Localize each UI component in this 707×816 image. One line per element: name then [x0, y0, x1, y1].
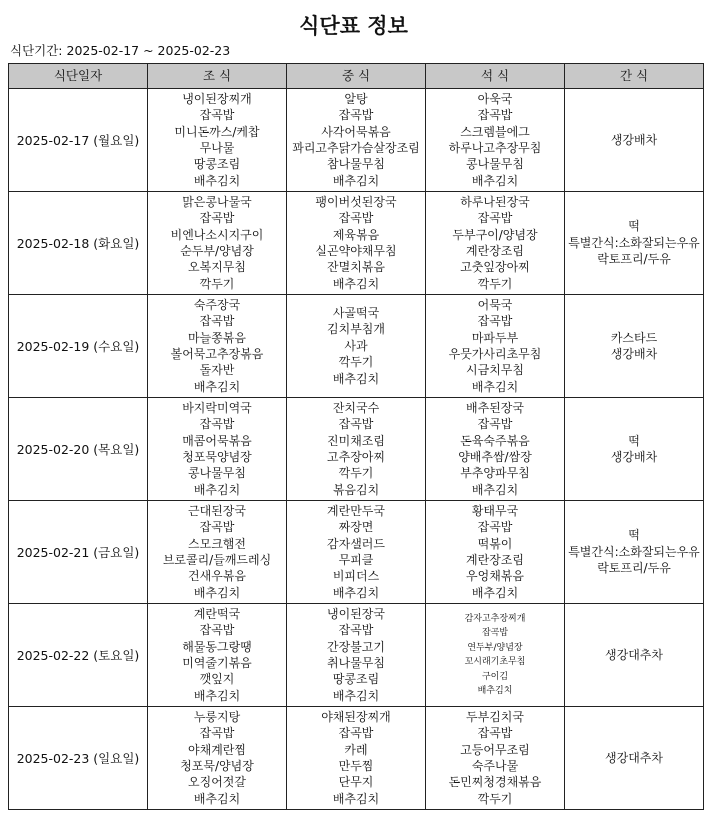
menu-item: 마늘쫑볶음 — [188, 330, 246, 345]
menu-item: 생강배차 — [610, 450, 658, 464]
date-cell: 2025-02-20 (목요일) — [9, 398, 148, 501]
menu-item: 땅콩조림 — [193, 157, 241, 172]
table-body — [9, 89, 704, 810]
lunch-items — [287, 91, 425, 189]
menu-item: 청포묵/양념장 — [180, 759, 254, 773]
menu-item: 고춧잎장아찌 — [460, 260, 530, 275]
header-breakfast: 조 식 — [148, 64, 287, 89]
menu-item: 생강대추차 — [605, 647, 663, 662]
menu-item: 잡곡밥 — [477, 314, 513, 329]
menu-item: 땅콩조림 — [332, 672, 380, 687]
menu-item: 감자고추장찌개 — [464, 613, 526, 624]
menu-item: 건새우볶음 — [188, 569, 246, 584]
dinner-cell — [426, 398, 565, 501]
menu-item: 깍두기 — [477, 791, 513, 806]
date-cell: 2025-02-22 (토요일) — [9, 604, 148, 707]
menu-item: 계란떡국 — [193, 606, 241, 621]
menu-item: 황태무국 — [471, 503, 519, 518]
lunch-items — [287, 194, 425, 292]
menu-item: 배추김치 — [332, 688, 380, 703]
menu-item: 잡곡밥 — [338, 211, 374, 226]
menu-item: 아욱국 — [477, 91, 513, 106]
menu-item: 하루나된장국 — [460, 194, 530, 209]
menu-item: 돈민찌청경채볶음 — [448, 775, 542, 790]
menu-item: 오징어젓갈 — [188, 775, 246, 790]
menu-item: 배추김치 — [471, 585, 519, 600]
breakfast-cell — [148, 192, 287, 295]
menu-item: 배추김치 — [332, 173, 380, 188]
table-row — [9, 295, 704, 398]
snack-items — [565, 218, 703, 267]
menu-item: 두부구이/양념장 — [452, 227, 538, 242]
menu-item: 김치부침개 — [327, 322, 385, 337]
menu-item: 해물동그랑땡 — [182, 639, 252, 654]
menu-item: 팽이버섯된장국 — [315, 194, 397, 209]
dinner-cell — [426, 501, 565, 604]
snack-cell — [565, 604, 704, 707]
menu-item: 꽈리고추닭가슴살장조림 — [292, 141, 420, 155]
dinner-cell — [426, 295, 565, 398]
menu-item: 청포묵양념장 — [182, 450, 252, 464]
menu-item: 떡 — [628, 433, 640, 448]
menu-item: 고추장아찌 — [327, 450, 385, 464]
snack-cell — [565, 192, 704, 295]
snack-cell — [565, 501, 704, 604]
menu-item: 잡곡밥 — [199, 108, 235, 123]
dinner-cell — [426, 192, 565, 295]
menu-item: 락토프리/두유 — [597, 252, 671, 267]
dinner-cell — [426, 707, 565, 810]
menu-item: 하루나고추장무침 — [448, 141, 542, 155]
menu-item: 배추김치 — [332, 585, 380, 600]
menu-item: 야채된장찌개 — [321, 709, 391, 724]
menu-item: 어묵국 — [477, 297, 513, 312]
lunch-items — [287, 709, 425, 807]
menu-item: 사각어묵볶음 — [321, 124, 391, 139]
menu-item: 잔멸치볶음 — [327, 260, 385, 275]
breakfast-cell — [148, 501, 287, 604]
header-date: 식단일자 — [9, 64, 148, 89]
menu-item: 잡곡밥 — [338, 417, 374, 432]
menu-item: 진미채조림 — [327, 433, 385, 448]
snack-items — [565, 132, 703, 148]
menu-item: 계란만두국 — [327, 503, 385, 518]
menu-item: 락토프리/두유 — [597, 561, 671, 576]
menu-item: 배추김치 — [193, 688, 241, 703]
menu-item: 잔치국수 — [332, 400, 380, 415]
menu-item: 잡곡밥 — [477, 726, 513, 741]
snack-items — [565, 527, 703, 576]
menu-item: 잡곡밥 — [338, 108, 374, 123]
menu-item: 배추김치 — [332, 791, 380, 806]
menu-item: 매콤어묵볶음 — [182, 433, 252, 448]
menu-item: 떡 — [628, 219, 640, 234]
menu-item: 비피더스 — [332, 569, 380, 584]
menu-item: 생강대추차 — [605, 750, 663, 765]
menu-item: 숙주나물 — [471, 759, 519, 773]
page-title: 식단표 정보 — [299, 14, 408, 38]
menu-item: 순두부/양념장 — [180, 244, 254, 258]
menu-item: 간장불고기 — [327, 639, 385, 654]
menu-item: 브로콜리/들깨드레싱 — [162, 553, 272, 567]
breakfast-items — [148, 194, 286, 292]
menu-item: 단무지 — [338, 775, 374, 790]
menu-item: 냉이된장찌개 — [182, 91, 252, 106]
lunch-items — [287, 400, 425, 498]
menu-item: 취나물무침 — [327, 656, 385, 670]
date-cell: 2025-02-18 (화요일) — [9, 192, 148, 295]
breakfast-cell — [148, 398, 287, 501]
breakfast-items — [148, 400, 286, 498]
snack-items — [565, 433, 703, 466]
menu-item: 미역줄기볶음 — [182, 656, 252, 670]
menu-item: 비엔나소시지구이 — [170, 227, 264, 242]
menu-item: 콩나물무침 — [466, 157, 524, 172]
snack-items — [565, 330, 703, 363]
table-row — [9, 89, 704, 192]
table-row — [9, 192, 704, 295]
menu-item: 미니돈까스/케찹 — [174, 124, 260, 139]
menu-item: 근대된장국 — [188, 503, 246, 518]
menu-item: 잡곡밥 — [481, 628, 509, 638]
menu-item: 카스타드 — [610, 330, 658, 345]
menu-item: 만두찜 — [338, 759, 374, 773]
table-header-row — [9, 64, 704, 89]
date-cell: 2025-02-19 (수요일) — [9, 295, 148, 398]
lunch-cell — [287, 604, 426, 707]
snack-items — [565, 750, 703, 766]
menu-item: 야채계란찜 — [188, 742, 246, 757]
menu-item: 잡곡밥 — [199, 726, 235, 741]
menu-item: 양배추쌈/쌈장 — [458, 450, 532, 464]
menu-item: 감자샐러드 — [327, 536, 385, 551]
menu-item: 참나물무침 — [327, 157, 385, 172]
menu-item: 배추김치 — [193, 173, 241, 188]
menu-item: 두부김치국 — [466, 709, 524, 724]
menu-item: 고등어무조림 — [460, 742, 530, 757]
menu-item: 깍두기 — [338, 466, 374, 481]
menu-item: 잡곡밥 — [338, 623, 374, 638]
menu-item: 떡볶이 — [477, 536, 513, 551]
dinner-items — [426, 91, 564, 189]
menu-item: 볼어묵고추장볶음 — [170, 347, 264, 361]
menu-item: 배추김치 — [471, 482, 519, 497]
dinner-items — [426, 194, 564, 292]
menu-item: 잡곡밥 — [477, 417, 513, 432]
menu-item: 잡곡밥 — [199, 623, 235, 638]
menu-item: 잡곡밥 — [477, 108, 513, 123]
menu-item: 배추김치 — [477, 686, 513, 696]
dinner-cell — [426, 604, 565, 707]
header-lunch: 중 식 — [287, 64, 426, 89]
menu-item: 연두부/양념장 — [467, 642, 523, 653]
menu-item: 깻잎지 — [199, 672, 235, 687]
menu-item: 알탕 — [344, 91, 368, 106]
menu-item: 짜장면 — [338, 520, 374, 535]
snack-items — [565, 647, 703, 663]
lunch-items — [287, 503, 425, 601]
snack-cell — [565, 707, 704, 810]
breakfast-items — [148, 709, 286, 807]
menu-item: 떡 — [628, 528, 640, 543]
menu-item: 배추김치 — [193, 791, 241, 806]
menu-item: 구이김 — [481, 671, 509, 682]
dinner-items — [426, 709, 564, 807]
date-cell: 2025-02-17 (월요일) — [9, 89, 148, 192]
menu-item: 사골떡국 — [332, 305, 380, 320]
menu-item: 잡곡밥 — [199, 520, 235, 535]
menu-item: 배추김치 — [471, 379, 519, 394]
menu-item: 계란장조림 — [466, 553, 524, 567]
menu-item: 마파두부 — [471, 330, 519, 345]
breakfast-cell — [148, 604, 287, 707]
breakfast-items — [148, 606, 286, 704]
header-snack: 간 식 — [565, 64, 704, 89]
lunch-items — [287, 305, 425, 387]
menu-item: 잡곡밥 — [199, 417, 235, 432]
menu-item: 특별간식:소화잘되는우유 — [568, 235, 700, 250]
menu-item: 꼬시래기초무침 — [464, 657, 526, 667]
menu-item: 깍두기 — [199, 276, 235, 291]
lunch-cell — [287, 295, 426, 398]
breakfast-items — [148, 91, 286, 189]
menu-item: 맑은콩나물국 — [182, 194, 252, 209]
header-dinner: 석 식 — [426, 64, 565, 89]
menu-item: 제육볶음 — [332, 227, 380, 242]
menu-item: 깍두기 — [477, 276, 513, 291]
menu-item: 잡곡밥 — [199, 211, 235, 226]
menu-item: 우엉채볶음 — [466, 569, 524, 584]
lunch-cell — [287, 192, 426, 295]
breakfast-items — [148, 297, 286, 395]
meal-table — [8, 63, 704, 810]
snack-cell — [565, 295, 704, 398]
menu-item: 생강배차 — [610, 347, 658, 361]
menu-item: 잡곡밥 — [338, 726, 374, 741]
menu-item: 돈육숙주볶음 — [460, 433, 530, 448]
menu-item: 숙주장국 — [193, 297, 241, 312]
menu-item: 깍두기 — [338, 355, 374, 370]
snack-cell — [565, 398, 704, 501]
table-row — [9, 707, 704, 810]
menu-item: 우뭇가사리초무침 — [448, 347, 542, 361]
menu-item: 배추김치 — [332, 371, 380, 386]
lunch-cell — [287, 398, 426, 501]
breakfast-cell — [148, 707, 287, 810]
menu-item: 특별간식:소화잘되는우유 — [568, 544, 700, 559]
menu-item: 스모크햄전 — [188, 536, 246, 551]
menu-item: 배추김치 — [193, 585, 241, 600]
menu-item: 무피클 — [338, 553, 374, 567]
lunch-items — [287, 606, 425, 704]
dinner-items — [426, 400, 564, 498]
meal-period: 식단기간: 2025-02-17 ~ 2025-02-23 — [10, 43, 231, 58]
breakfast-cell — [148, 295, 287, 398]
breakfast-items — [148, 503, 286, 601]
menu-item: 냉이된장국 — [327, 606, 385, 621]
menu-item: 잡곡밥 — [199, 314, 235, 329]
menu-item: 무나물 — [199, 141, 235, 155]
menu-item: 돌자반 — [199, 363, 235, 378]
menu-item: 콩나물무침 — [188, 466, 246, 481]
menu-item: 스크렘블에그 — [460, 124, 530, 139]
menu-item: 카레 — [344, 742, 368, 757]
table-row — [9, 604, 704, 707]
snack-cell — [565, 89, 704, 192]
date-cell: 2025-02-21 (금요일) — [9, 501, 148, 604]
menu-item: 계란장조림 — [466, 244, 524, 258]
menu-item: 부추양파무침 — [460, 466, 530, 481]
menu-item: 배추김치 — [332, 276, 380, 291]
menu-item: 볶음김치 — [332, 482, 380, 497]
lunch-cell — [287, 501, 426, 604]
dinner-items — [426, 297, 564, 395]
dinner-items — [426, 503, 564, 601]
dinner-items — [426, 612, 564, 699]
lunch-cell — [287, 707, 426, 810]
menu-item: 생강배차 — [610, 132, 658, 147]
date-cell: 2025-02-23 (일요일) — [9, 707, 148, 810]
menu-item: 배추된장국 — [466, 400, 524, 415]
menu-item: 실곤약야채무침 — [315, 244, 397, 258]
menu-item: 오복지무침 — [188, 260, 246, 275]
menu-item: 배추김치 — [193, 482, 241, 497]
menu-item: 시금치무침 — [466, 363, 524, 378]
menu-item: 바지락미역국 — [182, 400, 252, 415]
menu-item: 누룽지탕 — [193, 709, 241, 724]
breakfast-cell — [148, 89, 287, 192]
lunch-cell — [287, 89, 426, 192]
table-row — [9, 398, 704, 501]
menu-item: 배추김치 — [193, 379, 241, 394]
menu-item: 잡곡밥 — [477, 520, 513, 535]
menu-item: 잡곡밥 — [477, 211, 513, 226]
table-row — [9, 501, 704, 604]
menu-item: 사과 — [344, 338, 368, 353]
dinner-cell — [426, 89, 565, 192]
menu-item: 배추김치 — [471, 173, 519, 188]
